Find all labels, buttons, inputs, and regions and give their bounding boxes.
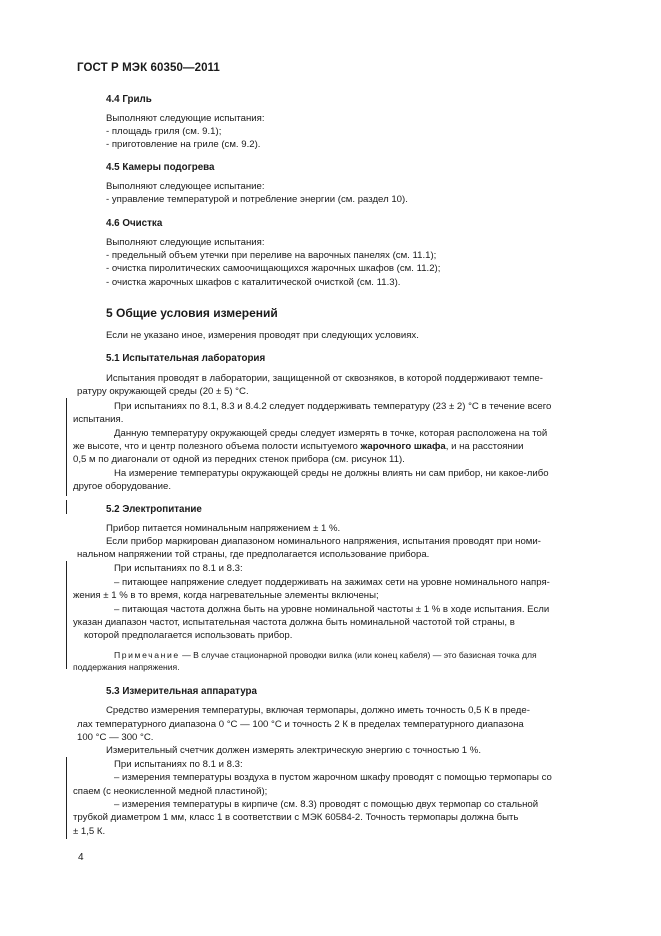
section-5-3-title: 5.3 Измерительная аппаратура	[106, 686, 257, 697]
section-4-5-intro: Выполняют следующее испытание:	[106, 181, 265, 192]
paragraph-line: При испытаниях по 8.1 и 8.3:	[114, 759, 243, 770]
paragraph-line: Испытания проводят в лаборатории, защищенной от сквозняков, в которой поддерживают темпе-	[106, 373, 543, 384]
paragraph-line: трубкой диаметром 1 мм, класс 1 в соответствии с МЭК 60584-2. Точность термопары должна быть	[73, 812, 519, 823]
section-4-6-intro: Выполняют следующие испытания:	[106, 237, 265, 248]
revision-bar	[66, 500, 67, 514]
paragraph-line: Данную температуру окружающей среды следует измерять в точке, которая расположена на той	[114, 428, 548, 439]
paragraph-line: нальном напряжении той страны, где предполагается использование прибора.	[77, 549, 430, 560]
paragraph-line: При испытаниях по 8.1, 8.3 и 8.4.2 следует поддерживать температуру (23 ± 2) °С в течение всего	[114, 401, 552, 412]
list-item: – измерения температуры в кирпиче (см. 8.3) проводят с помощью двух термопар со стальной	[114, 799, 539, 810]
page-number: 4	[78, 852, 84, 863]
list-item: - очистка пиролитических самоочищающихся жарочных шкафов (см. 11.2);	[106, 263, 441, 274]
list-item: - очистка жарочных шкафов с каталитической очисткой (см. 11.3).	[106, 277, 401, 288]
note-line	[114, 650, 537, 661]
note-line: поддержания напряжения.	[73, 662, 180, 672]
paragraph-line: ратуру окружающей среды (20 ± 5) °С.	[77, 386, 249, 397]
list-item: – питающее напряжение следует поддерживать на зажимах сети на уровне номинального напря-	[114, 577, 550, 588]
list-item: - приготовление на гриле (см. 9.2).	[106, 139, 261, 150]
document-header: ГОСТ Р МЭК 60350—2011	[77, 62, 220, 74]
section-5-1-title: 5.1 Испытательная лаборатория	[106, 353, 266, 364]
paragraph-line: 0,5 м по диагонали от одной из передних стенок прибора (см. рисунок 11).	[73, 454, 405, 465]
list-item: - предельный объем утечки при переливе на варочных панелях (см. 11.1);	[106, 250, 437, 261]
paragraph-line: Средство измерения температуры, включая термопары, должно иметь точность 0,5 К в преде-	[106, 705, 530, 716]
section-4-6-title: 4.6 Очистка	[106, 218, 163, 229]
section-4-5-title: 4.5 Камеры подогрева	[106, 162, 215, 173]
revision-bar	[66, 757, 67, 839]
bold-term: жарочного шкафа	[360, 441, 446, 452]
paragraph-line	[73, 441, 524, 453]
section-4-4-intro: Выполняют следующие испытания:	[106, 113, 265, 124]
section-5-intro: Если не указано иное, измерения проводят при следующих условиях.	[106, 330, 419, 341]
list-item: – питающая частота должна быть на уровне номинальной частоты ± 1 % в ходе испытания. Если	[114, 604, 550, 615]
paragraph-line: На измерение температуры окружающей среды не должны влиять ни сам прибор, ни какое-либо	[114, 468, 549, 479]
section-4-4-title: 4.4 Гриль	[106, 94, 152, 105]
text-run: же высоте, что и центр полезного объема полости испытуемого	[73, 441, 361, 452]
paragraph-line: спаем (с неокисленной медной пластиной);	[73, 786, 268, 797]
paragraph-line: лах температурного диапазона 0 °С — 100 °С и точность 2 К в пределах температурного диапазона	[77, 719, 524, 730]
section-5-title: 5 Общие условия измерений	[106, 306, 278, 320]
paragraph-line: которой предполагается использовать прибор.	[84, 630, 293, 641]
text-run: , и на расстоянии	[445, 441, 524, 452]
revision-bar	[66, 398, 67, 496]
note-label: Примечание	[114, 650, 180, 660]
paragraph-line: испытания.	[73, 414, 124, 425]
paragraph-line: жения ± 1 % в то время, когда нагревательные элементы включены;	[73, 590, 379, 601]
paragraph-line: Измерительный счетчик должен измерять электрическую энергию с точностью 1 %.	[106, 745, 482, 756]
revision-bar	[66, 561, 67, 669]
list-item: - управление температурой и потребление энергии (см. раздел 10).	[106, 194, 408, 205]
list-item: – измерения температуры воздуха в пустом жарочном шкафу проводят с помощью термопары со	[114, 772, 552, 783]
paragraph-line: указан диапазон частот, испытательная частота должна быть номинальной частотой той страны, в	[73, 617, 515, 628]
paragraph-line: 100 °С — 300 °С.	[77, 732, 154, 743]
paragraph-line: другое оборудование.	[73, 481, 172, 492]
list-item: - площадь гриля (см. 9.1);	[106, 126, 222, 137]
paragraph-line: При испытаниях по 8.1 и 8.3:	[114, 563, 243, 574]
paragraph-line: Прибор питается номинальным напряжением ± 1 %.	[106, 523, 341, 534]
paragraph-line: Если прибор маркирован диапазоном номинального напряжения, испытания проводят при номи-	[106, 536, 541, 547]
paragraph-line: ± 1,5 К.	[73, 826, 106, 837]
note-text: — В случае стационарной проводки вилка (или конец кабеля) — это базисная точка для	[179, 650, 537, 660]
section-5-2-title: 5.2 Электропитание	[106, 504, 202, 515]
